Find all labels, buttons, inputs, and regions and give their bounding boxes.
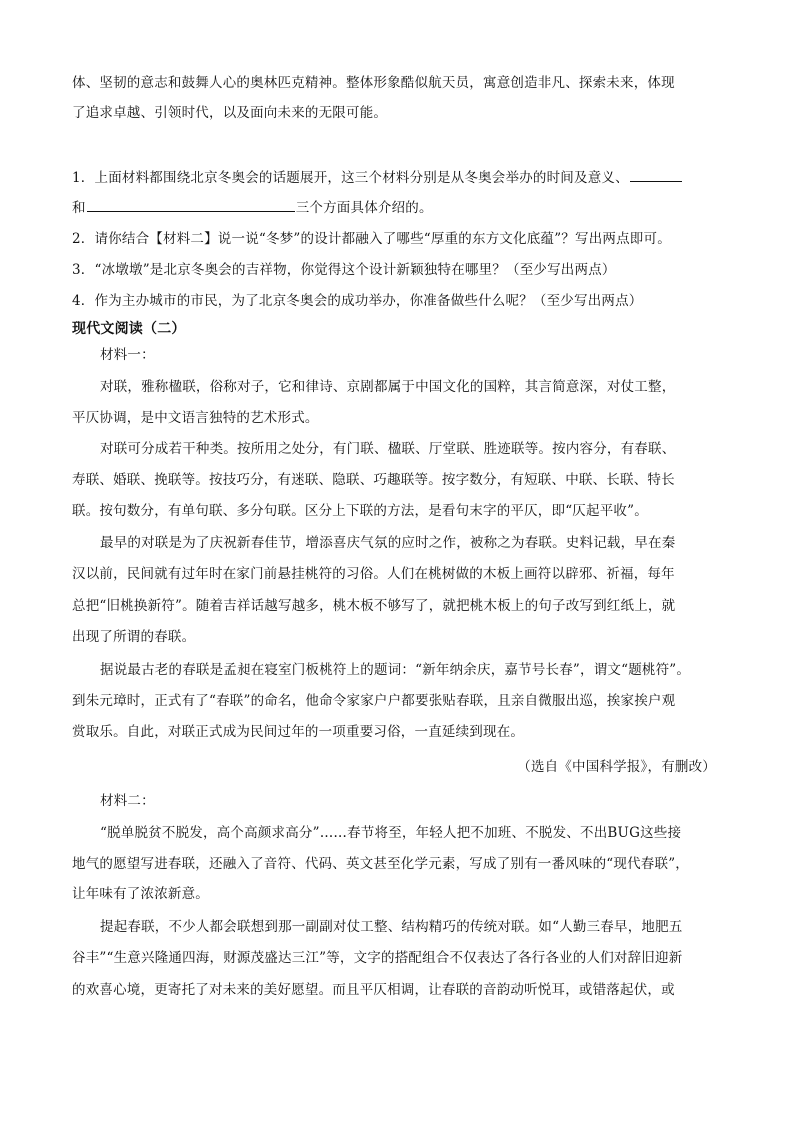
question-1-suffix: 三个方面具体介绍的。 bbox=[295, 200, 433, 216]
material-1-p2-line-2: 寿联、婚联、挽联等。按技巧分，有迷联、隐联、巧趣联等。按字数分，有短联、中联、长联、特长 bbox=[72, 472, 675, 488]
material-1-p3-line-3: 总把“旧桃换新符”。随着吉祥话越写越多，桃木板不够写了，就把桃木板上的句子改写到红纸上，就 bbox=[72, 598, 676, 614]
question-1-text: 1．上面材料都围绕北京冬奥会的话题展开，这三个材料分别是从冬奥会举办的时间及意义、 bbox=[72, 170, 629, 186]
material-2-label: 材料二： bbox=[100, 793, 155, 809]
question-4: 4．作为主办城市的市民，为了北京冬奥会的成功举办，你准备做些什么呢？（至少写出两点） bbox=[72, 293, 643, 309]
material-1-p4-line-1: 据说最古老的春联是孟昶在寝室门板桃符上的题词：“新年纳余庆，嘉节号长春”，谓文“题桃符”。 bbox=[100, 662, 691, 678]
material-1-p4-line-2: 到朱元璋时，正式有了“春联”的命名，他命令家家户户都要张贴春联，且亲自微服出巡，挨家挨户观 bbox=[72, 693, 676, 709]
question-3: 3．“冰墩墩”是北京冬奥会的吉祥物，你觉得这个设计新颖独特在哪里？（至少写出两点） bbox=[72, 262, 616, 278]
question-1-prefix: 和 bbox=[72, 200, 86, 216]
material-1-p3-line-1: 最早的对联是为了庆祝新春佳节，增添喜庆气氛的应时之作，被称之为春联。史料记载，早在秦 bbox=[100, 535, 676, 551]
section-title: 现代文阅读（二） bbox=[72, 321, 186, 337]
intro-line-2: 了追求卓越、引领时代，以及面向未来的无限可能。 bbox=[72, 105, 388, 121]
question-1-line-1 bbox=[72, 167, 722, 188]
answer-blank-1[interactable] bbox=[630, 167, 682, 182]
material-2-p1-line-3: 让年味有了浓浓新意。 bbox=[72, 886, 209, 902]
material-2-p2-line-1: 提起春联，不少人都会联想到那一副副对仗工整、结构精巧的传统对联。如“人勤三春早，地肥五 bbox=[100, 919, 683, 935]
material-1-p3-line-2: 汉以前，民间就有过年时在家门前悬挂桃符的习俗。人们在桃树做的木板上画符以辟邪、祈福，每年 bbox=[72, 566, 675, 582]
question-1-line-2 bbox=[72, 197, 722, 218]
material-1-p2-line-1: 对联可分成若干种类。按所用之处分，有门联、楹联、厅堂联、胜迹联等。按内容分，有春联、 bbox=[100, 441, 676, 457]
material-2-p1-line-1: “脱单脱贫不脱发，高个高颜求高分”……春节将至，年轻人把不加班、不脱发、不出BUG这些接 bbox=[100, 825, 682, 841]
answer-blank-2[interactable] bbox=[87, 197, 295, 212]
intro-line-1: 体、坚韧的意志和鼓舞人心的奥林匹克精神。整体形象酷似航天员，寓意创造非凡、探索未来，体现 bbox=[72, 75, 675, 91]
material-1-label: 材料一： bbox=[100, 347, 155, 363]
material-1-p1-line-1: 对联，雅称楹联，俗称对子，它和律诗、京剧都属于中国文化的国粹，其言简意深，对仗工整， bbox=[100, 379, 676, 395]
material-1-p1-line-2: 平仄协调，是中文语言独特的艺术形式。 bbox=[72, 410, 319, 426]
material-1-p4-line-3: 赏取乐。自此，对联正式成为民间过年的一项重要习俗，一直延续到现在。 bbox=[72, 724, 525, 740]
material-2-p2-line-3: 的欢喜心境，更寄托了对未来的美好愿望。而且平仄相调，让春联的音韵动听悦耳，或错落起伏，或 bbox=[72, 982, 675, 998]
material-1-p2-line-3: 联。按句数分，有单句联、多分句联。区分上下联的方法，是看句末字的平仄，即“仄起平收”。 bbox=[72, 503, 648, 519]
material-2-p1-line-2: 地气的愿望写进春联，还融入了音符、代码、英文甚至化学元素，写成了别有一番风味的“现代春联”， bbox=[72, 856, 690, 872]
material-2-p2-line-2: 谷丰”“生意兴隆通四海，财源茂盛达三江”等，文字的搭配组合不仅表达了各行各业的人们对辞旧迎新 bbox=[72, 950, 683, 966]
material-1-p3-line-4: 出现了所谓的春联。 bbox=[72, 629, 196, 645]
question-2: 2．请你结合【材料二】说一说“冬梦”的设计都融入了哪些“厚重的东方文化底蕴”？写出两点即可。 bbox=[72, 231, 671, 247]
material-1-source: （选自《中国科学报》，有删改） bbox=[517, 759, 716, 775]
